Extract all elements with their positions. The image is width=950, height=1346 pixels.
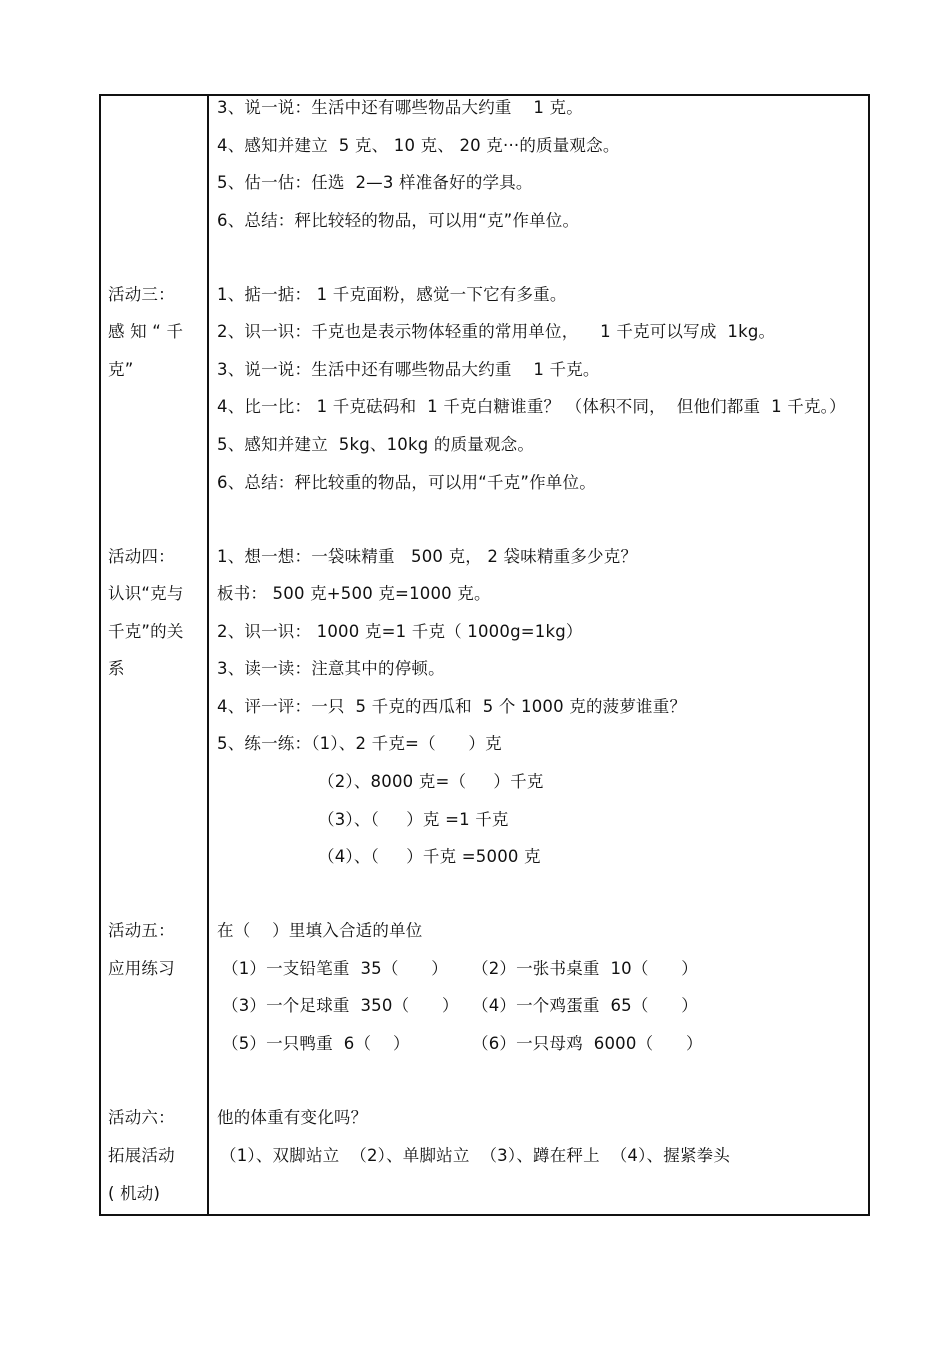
content-line: 3、读一读：注意其中的停顿。 (217, 659, 445, 678)
activity-label: 认识“克与 (108, 584, 184, 603)
exercise-item: （1）一支铅笔重 35（ ） (222, 959, 448, 978)
column-divider (207, 94, 209, 1216)
content-line: （1）、双脚站立 （2）、单脚站立 （3）、蹲在秤上 （4）、握紧拳头 (220, 1146, 731, 1165)
activity-label: 克” (108, 360, 134, 379)
activity-label: 活动三： (108, 285, 175, 304)
content-line: 6、总结：秤比较轻的物品，可以用“克”作单位。 (217, 211, 580, 230)
content-line: 4、评一评：一只 5 千克的西瓜和 5 个 1000 克的菠萝谁重？ (217, 697, 687, 716)
exercise-item: （5）一只鸭重 6（ ） (222, 1034, 410, 1053)
activity-label: 活动六： (108, 1108, 175, 1127)
content-line: 4、比一比： 1 千克砝码和 1 千克白糖谁重？ （体积不同， 但他们都重 1 千克。） (217, 397, 846, 416)
content-line: 2、识一识：千克也是表示物体轻重的常用单位， 1 千克可以写成 1kg。 (217, 322, 776, 341)
content-line: 5、感知并建立 5kg、10kg 的质量观念。 (217, 435, 535, 454)
content-line: 3、说一说：生活中还有哪些物品大约重 1 千克。 (217, 360, 600, 379)
activity-label: 系 (108, 659, 125, 678)
content-line: 5、估一估：任选 2—3 样准备好的学具。 (217, 173, 533, 192)
activity-label: 活动五： (108, 921, 175, 940)
exercise-line: （4）、（ ）千克 =5000 克 (318, 847, 541, 866)
content-line: 1、掂一掂： 1 千克面粉，感觉一下它有多重。 (217, 285, 567, 304)
content-line: 板书： 500 克+500 克=1000 克。 (217, 584, 491, 603)
activity-label: 感 知 “ 千 (108, 322, 184, 341)
activity-label: 活动四： (108, 547, 175, 566)
content-line: 他的体重有变化吗？ (217, 1108, 368, 1127)
activity-label: 千克”的关 (108, 622, 184, 641)
content-line: 1、想一想：一袋味精重 500 克， 2 袋味精重多少克？ (217, 547, 638, 566)
activity-label: 拓展活动 (108, 1146, 175, 1165)
activity-label: ( 机动) (108, 1184, 161, 1203)
content-line: 4、感知并建立 5 克、 10 克、 20 克···的质量观念。 (217, 136, 620, 155)
content-line: 6、总结：秤比较重的物品，可以用“千克”作单位。 (217, 473, 596, 492)
exercise-item: （4）一个鸡蛋重 65（ ） (472, 996, 698, 1015)
content-line: 5、练一练：（1）、2 千克=（ ）克 (217, 734, 502, 753)
content-line: 在（ ）里填入合适的单位 (217, 921, 423, 940)
exercise-item: （6）一只母鸡 6000（ ） (472, 1034, 703, 1053)
exercise-item: （2）一张书桌重 10（ ） (472, 959, 698, 978)
exercise-line: （3）、（ ）克 =1 千克 (318, 810, 509, 829)
exercise-line: （2）、8000 克=（ ）千克 (318, 772, 544, 791)
activity-label: 应用练习 (108, 959, 175, 978)
content-line: 2、识一识： 1000 克=1 千克（ 1000g=1kg） (217, 622, 583, 641)
content-line: 3、说一说：生活中还有哪些物品大约重 1 克。 (217, 98, 583, 117)
exercise-item: （3）一个足球重 350（ ） (222, 996, 459, 1015)
